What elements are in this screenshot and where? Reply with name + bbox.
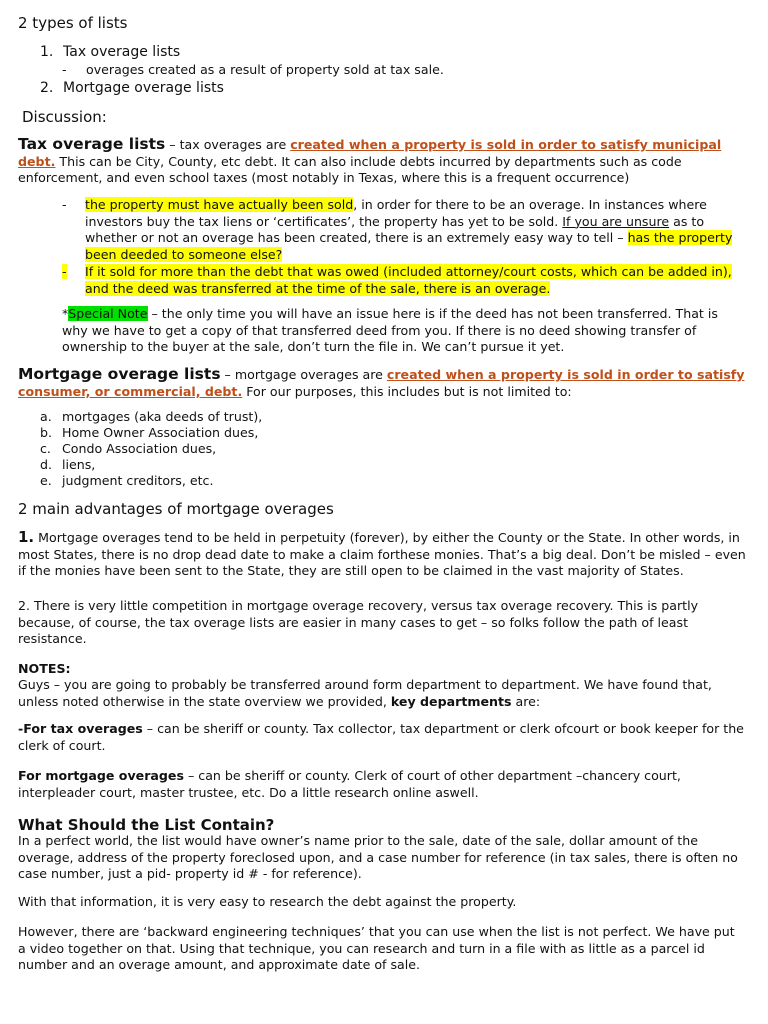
contain-paragraph-3: However, there are ‘backward engineering techniques’ that you can use when the list is not perfect. We have put a video together on that. Using that technique, you can research and turn in a file with as little as a parcel id number and an overage amount, and approximate date of sale. [18,924,735,973]
list-marker: a. [40,409,52,424]
note-label: Special Note [68,306,148,321]
paragraph-text: Mortgage overages tend to be held in perpetuity (forever), by either the County or the State. In other words, in most States, there is no drop dead date to make a claim forthese monies. That’s a big deal. Don’t be misled – even if the monies have been sent to the State, they are still open to be claimed in the vast majority of States. [18,530,746,579]
list-item: Condo Association dues, [62,441,217,456]
mortgage-departments [18,768,746,801]
tax-bullet-1 [85,197,745,263]
mortgage-title: Mortgage overage lists [18,365,221,383]
tax-bullet-2 [85,264,747,297]
tax-departments-label: -For tax overages [18,721,143,736]
contain-heading: What Should the List Contain? [18,816,275,834]
notes-heading: NOTES: [18,661,71,676]
list-item: Tax overage lists [63,44,181,60]
special-note [62,306,747,356]
note-text: – the only time you will have an issue here is if the deed has not been transferred. That is why we have to get a copy of that transferred deed from you. If there is no deed showing transfer of ownership to the buyer at the sale, don’t turn the file in. We can’t pursue it yet. [62,306,718,355]
list-item: Home Owner Association dues, [62,425,259,440]
list-item-number: 1. [40,44,54,60]
contain-paragraph-2: With that information, it is very easy to research the debt against the property. [18,894,517,909]
list-item: mortgages (aka deeds of trust), [62,409,263,424]
mortgage-paragraph [18,366,746,400]
notes-text: Guys – you are going to probably be transferred around form department to department. We have found that, unless noted otherwise in the state overview we provided, [18,677,712,709]
advantage-paragraph-2: 2. There is very little competition in mortgage overage recovery, versus tax overage recovery. This is partly because, of course, the tax overage lists are easier in many cases to get – so folks follow the path of least resistance. [18,598,699,647]
list-marker: b. [40,425,52,440]
note-star: * [62,306,69,321]
mortgage-rest: For our purposes, this includes but is not limited to: [242,383,572,399]
list-item-number: 2. [40,80,54,96]
mortgage-departments-text: – can be sheriff or county. Clerk of court of other department –chancery court, interpleader court, master trustee, etc. Do a little research online aswell. [18,768,681,800]
list-subitem: overages created as a result of property sold at tax sale. [86,62,444,77]
list-marker: c. [40,441,51,456]
list-item: Mortgage overage lists [63,80,224,96]
paragraph-number: 1. [18,528,35,546]
tax-departments [18,721,746,754]
highlight-text: If it sold for more than the debt that was owed (included attorney/court costs, which can be added in), and the deed was transferred at the time of the sale, there is an overage. [85,264,732,296]
list-marker: d. [40,457,52,472]
notes-bold: key departments [390,693,512,709]
types-heading: 2 types of lists [18,14,128,32]
tax-title: Tax overage lists [18,135,166,153]
tax-definition-link: created when a property is sold in order to satisfy municipal debt. [18,137,722,169]
bullet-text: as to whether or not an overage has been created, there is an extremely easy way to tell – [85,213,705,246]
mortgage-departments-label: For mortgage overages [18,768,184,783]
underlined-text: If you are unsure [562,213,670,229]
notes-paragraph [18,677,746,710]
advantage-paragraph-1 [18,529,746,580]
tax-dash: – tax overages are [165,137,291,152]
mortgage-definition-link: created when a property is sold in order to satisfy consumer, or commercial, debt. [18,367,745,399]
advantages-heading: 2 main advantages of mortgage overages [18,500,334,518]
list-item: liens, [62,457,96,472]
discussion-heading: Discussion: [22,108,107,126]
mortgage-dash: – mortgage overages are [220,367,387,382]
dash-marker: - [62,197,67,212]
contain-paragraph-1: In a perfect world, the list would have owner’s name prior to the sale, date of the sale, dollar amount of the overage, address of the property foreclosed upon, and a case number for reference (in tax sales, there is often no case number, just a pid- property id # - for reference). [18,833,738,882]
tax-departments-text: – can be sheriff or county. Tax collector, tax department or clerk ofcourt or book keeper for the clerk of court. [18,721,744,753]
list-item: judgment creditors, etc. [62,473,214,488]
tax-paragraph [18,136,746,187]
notes-text: are: [511,693,541,709]
dash-marker: - [62,264,67,279]
tax-rest: This can be City, County, etc debt. It can also include debts incurred by departments such as code enforcement, and even school taxes (most notably in Texas, where this is a frequent occurrence) [18,153,682,186]
highlight-text: has the property been deeded to someone else? [85,230,733,262]
bullet-text: , in order for there to be an overage. In instances where investors buy the tax liens or ‘certificates’, the property has yet to be sold. [85,197,707,229]
list-marker: e. [40,473,52,488]
highlight-text: the property must have actually been sold [85,197,354,212]
dash-marker: - [62,62,67,77]
